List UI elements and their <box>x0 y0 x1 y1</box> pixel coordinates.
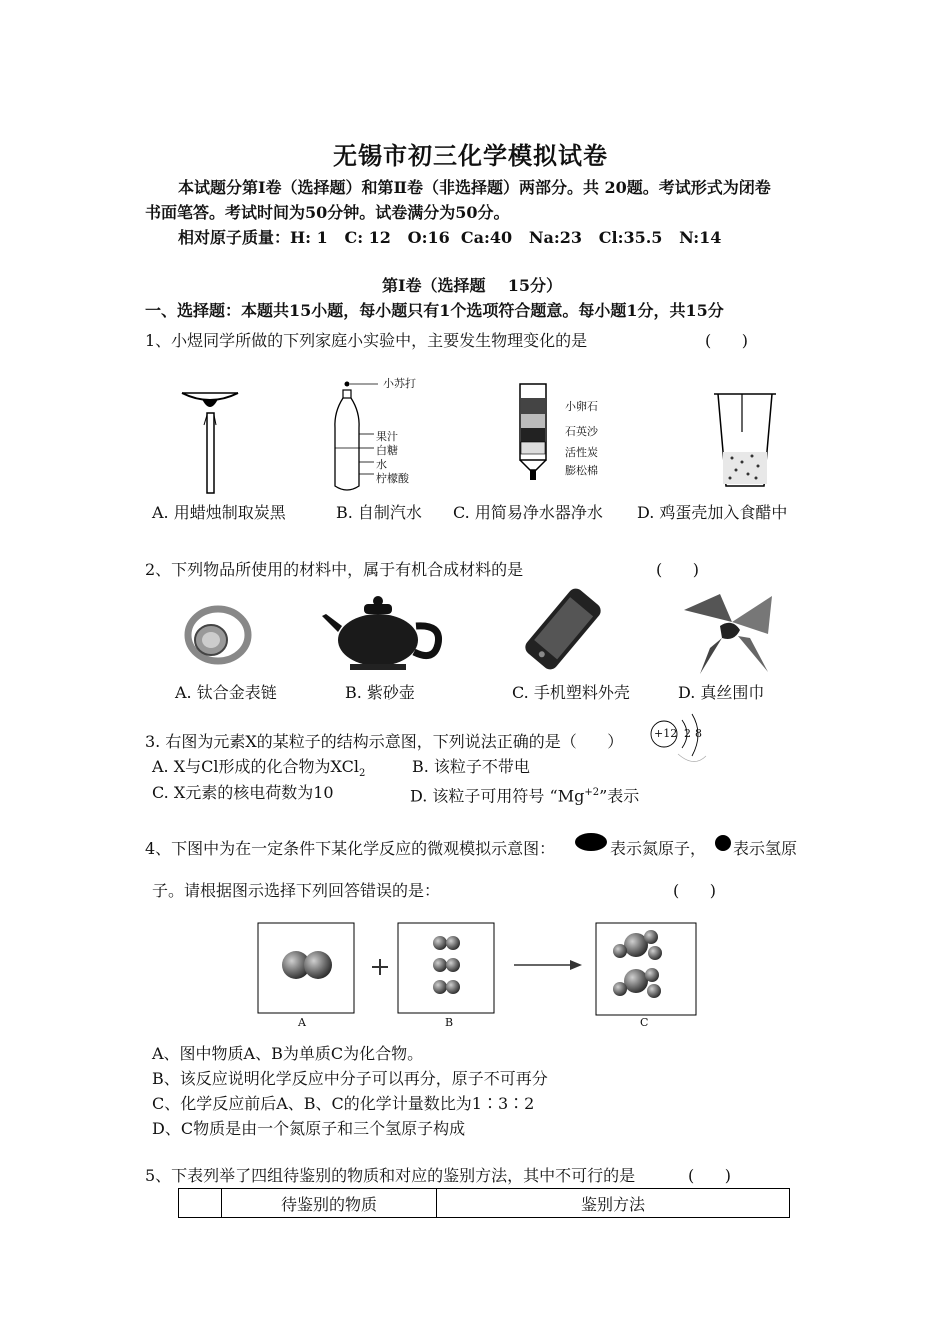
q2-option-b: B. 紫砂壶 <box>345 683 415 702</box>
section-instructions: 一、选择题：本题共15小题，每小题只有1个选项符合题意。每小题1分，共15分 <box>145 301 724 320</box>
q4-option-a: A、图中物质A、B为单质C为化合物。 <box>152 1044 424 1063</box>
teapot-image <box>320 592 446 676</box>
q3-option-d <box>410 783 639 806</box>
atom-shell1-label: 2 <box>684 727 691 740</box>
q1-bracket: ( ) <box>705 331 748 350</box>
label-citric-acid: 柠檬酸 <box>376 472 409 485</box>
glass-vinegar-image <box>712 390 778 490</box>
q1-stem: 1、小煜同学所做的下列家庭小实验中，主要发生物理变化的是 <box>145 331 588 350</box>
q2-option-c: C. 手机塑料外壳 <box>512 683 630 702</box>
box-b-label: B <box>445 1016 454 1029</box>
atom-shell2-label: 8 <box>695 727 702 740</box>
label-sugar: 白糖 <box>376 444 398 457</box>
identification-table <box>178 1188 790 1218</box>
box-c-label: C <box>640 1016 649 1029</box>
atomic-mass-label: 相对原子质量： <box>178 228 291 247</box>
q3-option-a <box>152 757 365 784</box>
candle-dish-image <box>180 385 240 495</box>
silk-scarf-image <box>680 590 776 678</box>
q4-hydrogen-legend: 表示氢原 <box>733 839 798 858</box>
bottle-image <box>330 378 380 494</box>
page-title: 无锡市初三化学模拟试卷 <box>333 141 608 170</box>
intro-line2: 书面笔答。考试时间为50分钟。试卷满分为50分。 <box>145 203 510 222</box>
q3-option-a-text: A. X与Cl形成的化合物为XCl <box>152 757 359 776</box>
q4-nitrogen-legend: 表示氮原子， <box>610 839 707 858</box>
reaction-diagram <box>250 915 706 1033</box>
q1-option-a: A. 用蜡烛制取炭黑 <box>152 503 286 522</box>
intro-line1: 本试题分第Ⅰ卷（选择题）和第Ⅱ卷（非选择题）两部分。共 20题。考试形式为闭卷 <box>178 178 771 197</box>
table-header-row <box>179 1189 790 1218</box>
phone-case-image <box>518 590 608 668</box>
label-activated-carbon: 活性炭 <box>565 446 598 459</box>
label-juice: 果汁 <box>376 430 398 443</box>
nitrogen-atom-icon <box>574 832 608 852</box>
atomic-mass-row <box>178 228 721 248</box>
q2-option-a: A. 钛合金表链 <box>175 683 277 702</box>
q5-bracket: ( ) <box>688 1166 731 1185</box>
q3-option-d-sup: +2 <box>584 787 600 798</box>
hydrogen-atom-icon <box>714 834 732 852</box>
q3-option-c: C. X元素的核电荷数为10 <box>152 783 334 802</box>
label-baking-soda: 小苏打 <box>383 377 416 390</box>
q3-option-d-post: ”表示 <box>599 786 640 806</box>
watch-band-image <box>183 600 253 670</box>
q4-stem <box>145 839 555 859</box>
label-pebbles: 小卵石 <box>565 400 598 413</box>
water-purifier-image <box>512 382 562 492</box>
q1-option-c: C. 用简易净水器净水 <box>453 503 603 522</box>
atom-nucleus-label: +12 <box>654 727 678 740</box>
q1-option-b: B. 自制汽水 <box>336 503 422 522</box>
q5-stem: 5、下表列举了四组待鉴别的物质和对应的鉴别方法，其中不可行的是 <box>145 1166 636 1185</box>
q3-option-d-pre: D. 该粒子可用符号 “Mg <box>410 786 585 806</box>
q3-stem: 3. 右图为元素X的某粒子的结构示意图，下列说法正确的是（ ） <box>145 732 624 751</box>
q4-option-c: C、化学反应前后A、B、C的化学计量数比为1∶3∶2 <box>152 1094 535 1113</box>
q4-bracket: ( ) <box>673 881 716 900</box>
box-a-label: A <box>298 1016 306 1029</box>
q2-bracket: ( ) <box>656 560 699 579</box>
label-cotton: 膨松棉 <box>565 464 598 477</box>
table-header-method: 鉴别方法 <box>437 1189 790 1218</box>
q2-stem: 2、下列物品所使用的材料中，属于有机合成材料的是 <box>145 560 524 579</box>
label-quartz-sand: 石英沙 <box>565 425 598 438</box>
label-water: 水 <box>376 458 387 471</box>
section-header: 第Ⅰ卷（选择题 15分） <box>382 276 563 295</box>
table-header-substances: 待鉴别的物质 <box>222 1189 437 1218</box>
q3-option-a-subscript: 2 <box>358 768 366 780</box>
table-header-blank <box>179 1189 222 1218</box>
q1-option-d: D. 鸡蛋壳加入食醋中 <box>637 503 788 522</box>
q3-option-b: B. 该粒子不带电 <box>412 757 530 776</box>
atom-structure-diagram <box>648 712 718 776</box>
q4-stem-text: 4、下图中为在一定条件下某化学反应的微观模拟示意图： <box>145 839 556 858</box>
q4-option-d: D、C物质是由一个氮原子和三个氢原子构成 <box>152 1119 466 1138</box>
q4-option-b: B、该反应说明化学反应中分子可以再分，原子不可再分 <box>152 1069 548 1088</box>
q2-option-d: D. 真丝围巾 <box>678 683 765 702</box>
q4-stem-line2: 子。请根据图示选择下列回答错误的是： <box>152 881 441 900</box>
atomic-mass-values: H: 1 C: 12 O:16 Ca:40 Na:23 Cl:35.5 N:14 <box>290 228 722 247</box>
